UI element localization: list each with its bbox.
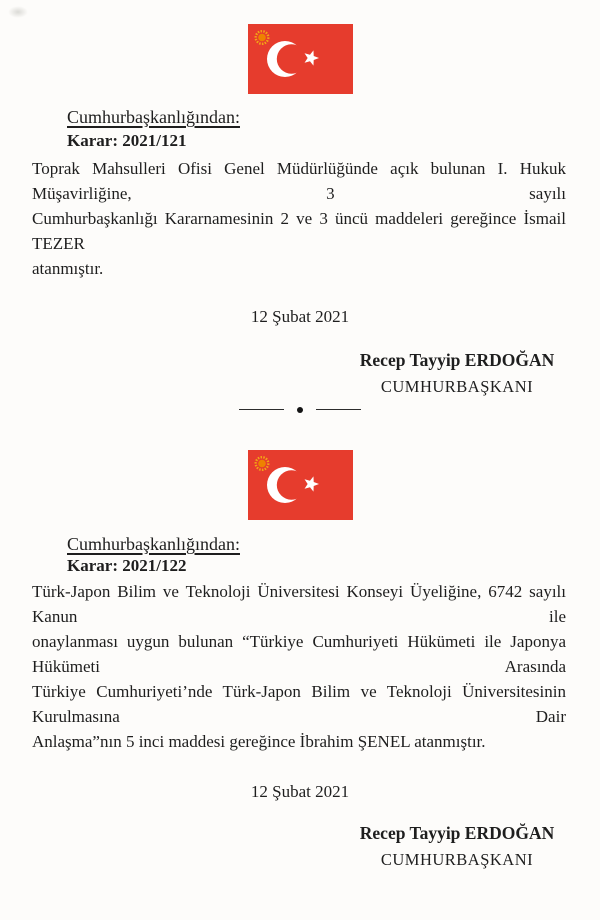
signature-block [337, 350, 577, 396]
issuer-heading: Cumhurbaşkanlığından: [67, 534, 240, 554]
signature-title: CUMHURBAŞKANI [380, 377, 534, 396]
flag-container [0, 0, 600, 94]
turkish-presidential-flag-icon [248, 450, 353, 520]
divider-line [239, 409, 284, 410]
scan-artifact [8, 6, 28, 18]
body-line: onaylanması uygun bulunan “Türkiye Cumhuriyeti Hükümeti ile Japonya Hükümeti Arasında [32, 632, 566, 676]
divider-dot [297, 407, 303, 413]
body-line: Türkiye Cumhuriyeti’nde Türk-Japon Bilim ve Teknoloji Üniversitesinin Kurulmasına Dair [32, 682, 566, 726]
body-line: Toprak Mahsulleri Ofisi Genel Müdürlüğünde açık bulunan I. Hukuk Müşavirliğine, 3 sayılı [32, 159, 566, 203]
decision-number: Karar: 2021/122 [67, 556, 187, 575]
signature-name: Recep Tayyip ERDOĞAN [359, 350, 555, 370]
decree-body [32, 156, 566, 281]
decree-body [32, 579, 566, 754]
decree-date: 12 Şubat 2021 [250, 782, 350, 801]
divider-line [316, 409, 361, 410]
body-line: Anlaşma”nın 5 inci maddesi gereğince İbrahim ŞENEL atanmıştır. [32, 732, 486, 751]
turkish-presidential-flag-icon [248, 24, 353, 94]
issuer-heading: Cumhurbaşkanlığından: [67, 107, 240, 127]
body-line: Türk-Japon Bilim ve Teknoloji Üniversitesi Konseyi Üyeliğine, 6742 sayılı Kanun ile [32, 582, 566, 626]
signature-block [337, 823, 577, 869]
section-divider [0, 406, 600, 413]
body-line: atanmıştır. [32, 259, 104, 278]
signature-name: Recep Tayyip ERDOĞAN [359, 823, 555, 843]
body-line: Cumhurbaşkanlığı Kararnamesinin 2 ve 3 üncü maddeleri gereğince İsmail TEZER [32, 209, 566, 253]
decision-number: Karar: 2021/121 [67, 131, 187, 150]
signature-title: CUMHURBAŞKANI [380, 850, 534, 869]
decree-date: 12 Şubat 2021 [250, 307, 350, 326]
flag-container [0, 413, 600, 520]
